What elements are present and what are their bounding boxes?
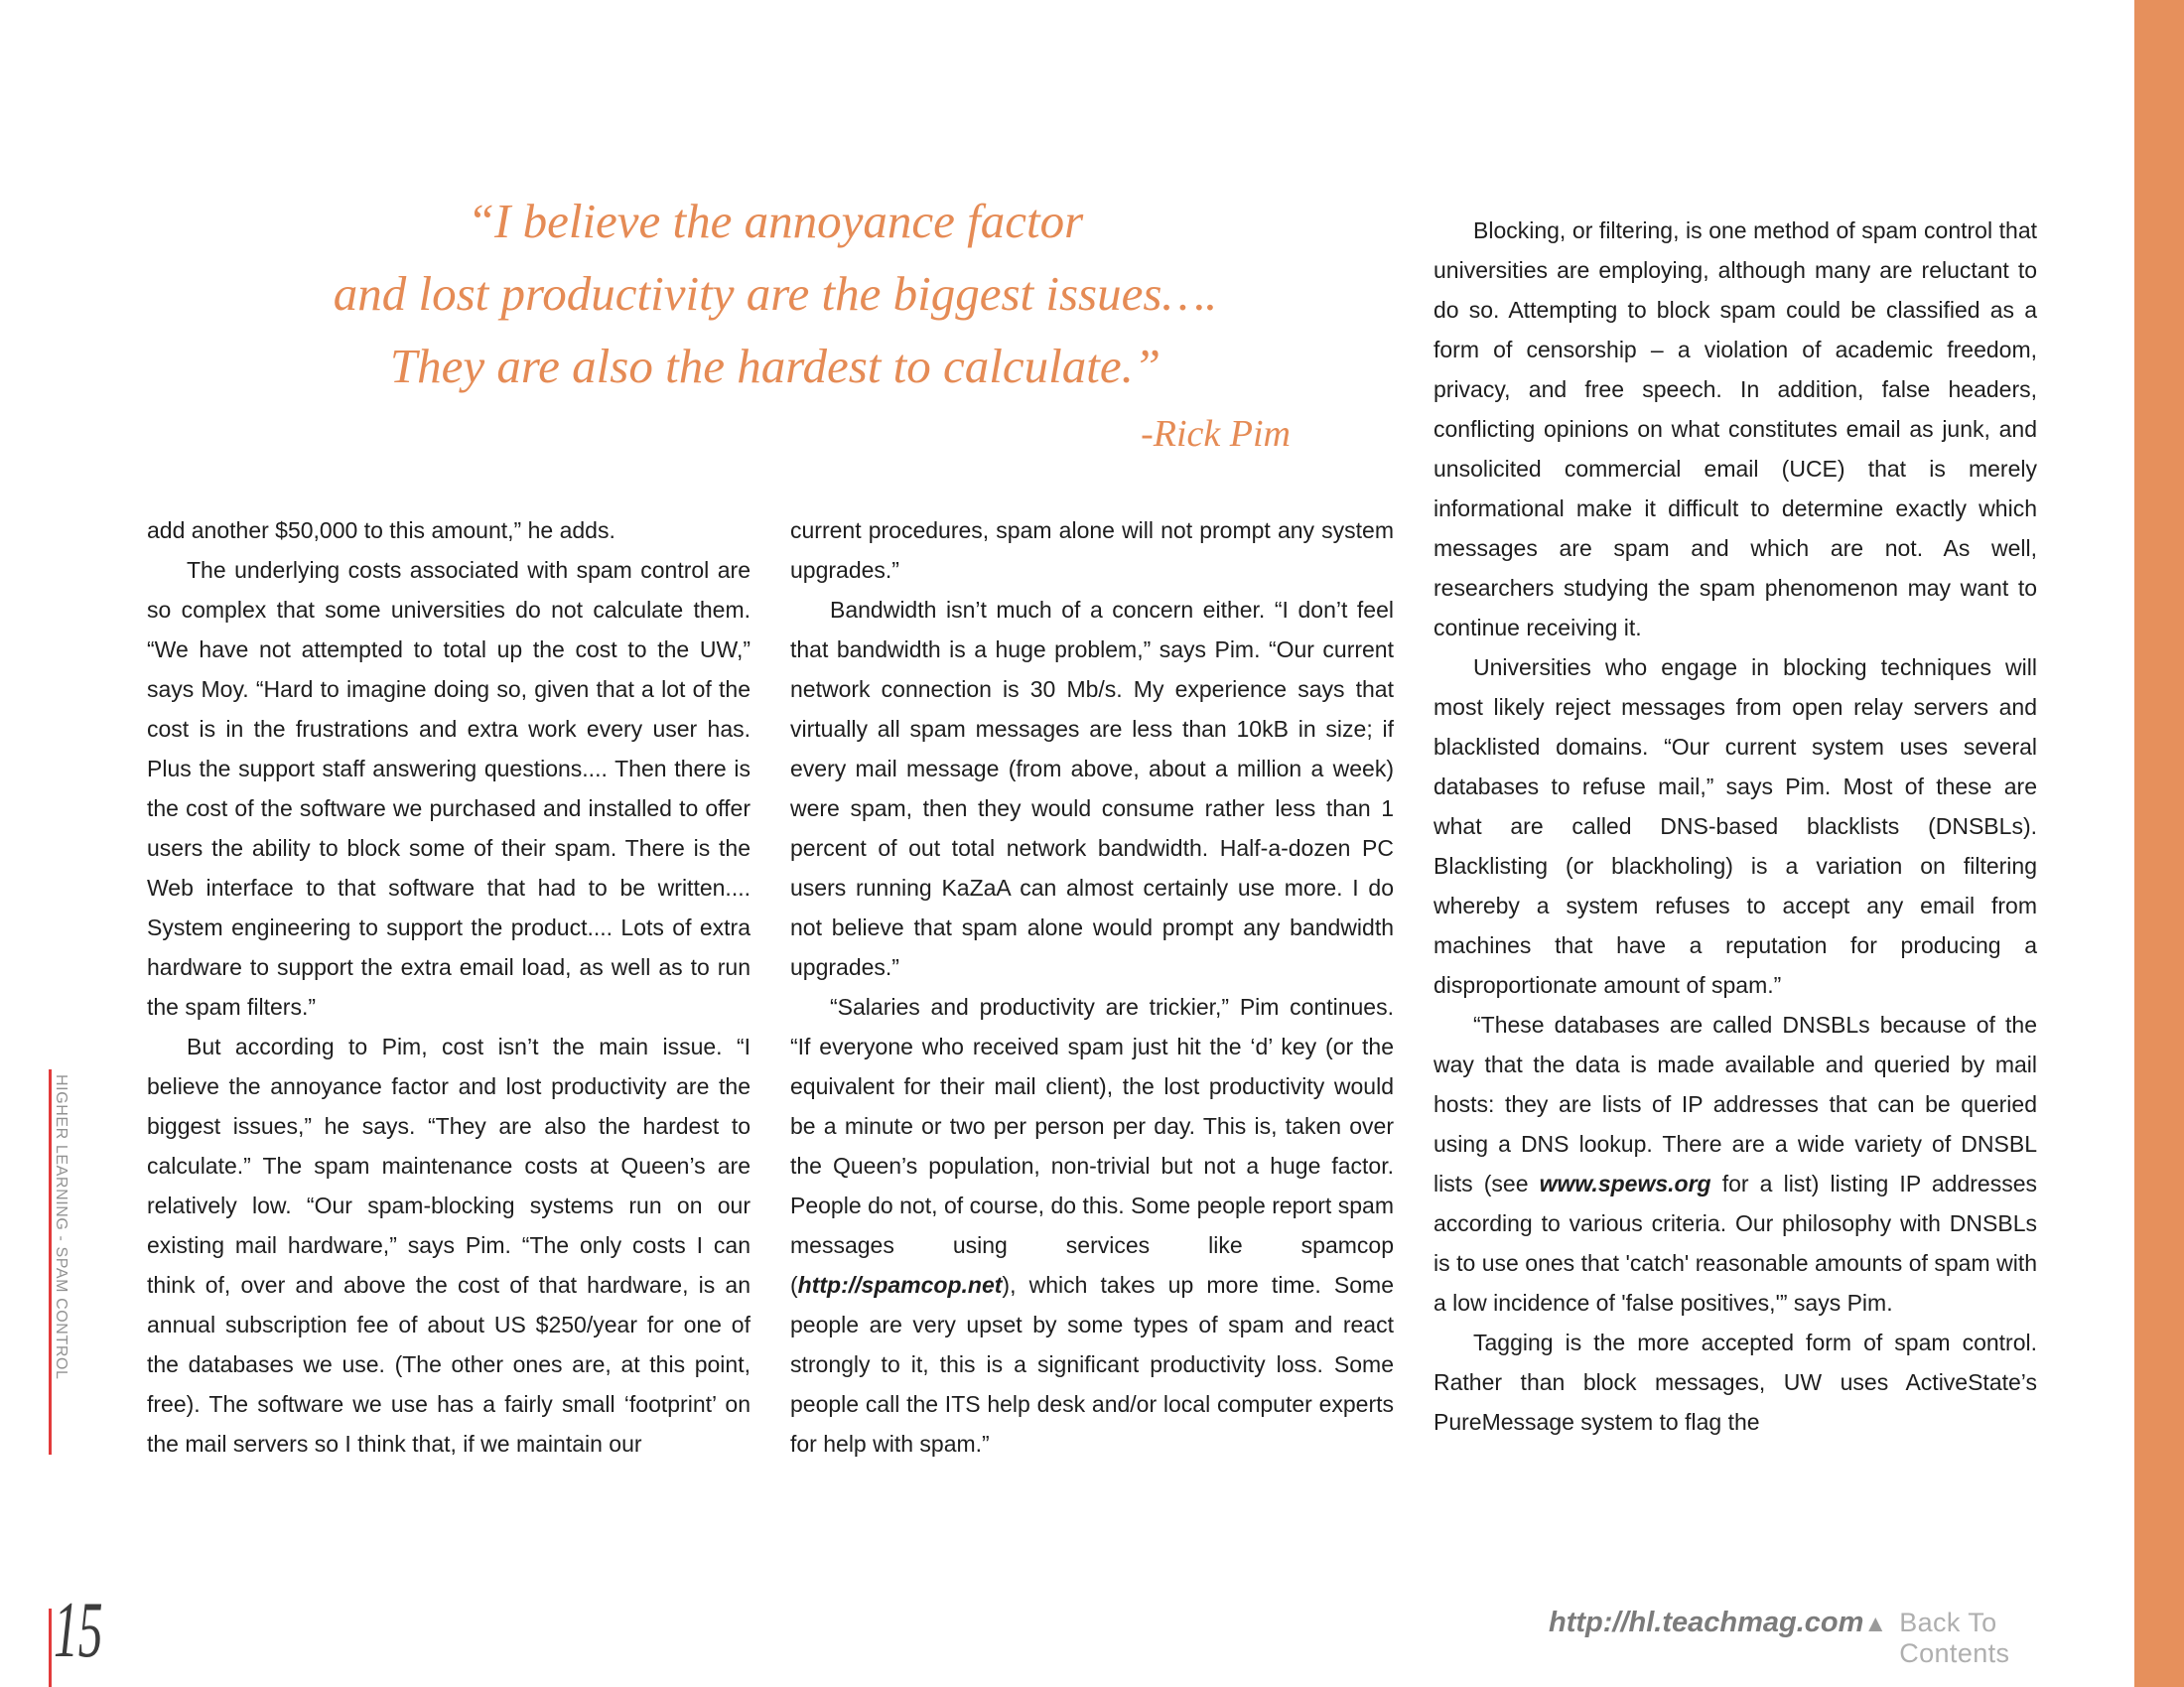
paragraph [790,510,1394,590]
text-segment: Blocking, or filtering, is one method of spam control that universities are employing, although many are reluctant to do so. Attempting to block spam could be classified as a form of censorship – a violation of academic freedom, privacy, and free speech. In addition, false headers, conflicting opinions on what constitutes email as junk, and unsolicited commercial email (UCE) that is merely informational make it difficult to determine exactly which messages are spam and which are not. As well, researchers studying the spam phenomenon may want to continue receiving it. [1433,217,2037,640]
paragraph [790,987,1394,1464]
text-segment: current procedures, spam alone will not prompt any system upgrades.” [790,517,1394,583]
paragraph [1433,647,2037,1005]
text-segment: Bandwidth isn’t much of a concern either. “I don’t feel that bandwidth is a huge problem,” says Pim. “Our current network connection is 30 Mb/s. My experience says that virtually all spam messages are less than 10kB in size; if every mail message (from above, about a million a week) were spam, then they would consume rather less than 1 percent of out total network bandwidth. Half-a-dozen PC users running KaZaA can almost certainly use more. I do not believe that spam alone would prompt any bandwidth upgrades.” [790,597,1394,980]
footer-url-link[interactable]: http://hl.teachmag.com [1549,1607,1864,1638]
section-vertical-label: HIGHER LEARNING - SPAM CONTROL [53,1074,69,1380]
footer [1549,1607,2010,1669]
pull-quote [149,185,1402,458]
text-column-3 [1433,211,2037,1442]
paragraph [1433,1323,2037,1442]
text-segment: for a list) listing IP addresses according to various criteria. Our philosophy with DNSBLs is to use ones that 'catch' reasonable amounts of spam with a low incidence of 'false positives,'” says Pim. [1433,1171,2037,1316]
text-column-2 [790,510,1394,1464]
quote-line-1: “I believe the annoyance factor [467,194,1084,248]
text-segment: Tagging is the more accepted form of spam control. Rather than block messages, UW uses ActiveState’s PureMessage system to flag the [1433,1330,2037,1435]
text-segment: add another $50,000 to this amount,” he adds. [147,517,615,543]
paragraph [1433,1005,2037,1323]
back-to-contents-label: Back To Contents [1899,1608,2010,1668]
quote-line-3: They are also the hardest to calculate.” [389,339,1161,393]
inline-url-text: www.spews.org [1539,1171,1711,1196]
paragraph [147,550,751,1027]
triangle-up-icon: ▲ [1863,1611,1888,1637]
text-segment: “Salaries and productivity are trickier,” Pim continues. “If everyone who received spam just hit the ‘d’ key (or the equivalent for their mail client), the lost productivity would be a minute or two per person per day. This is, taken over the Queen’s population, non-trivial but not a huge factor. People do not, of course, do this. Some people report spam messages using services like spamcop ( [790,994,1394,1298]
text-segment: “These databases are called DNSBLs because of the way that the data is made available and queried by mail hosts: they are lists of IP addresses that can be queried using a DNS lookup. There are a wide variety of DNSBL lists (see [1433,1012,2037,1196]
paragraph [147,510,751,550]
quote-attribution: -Rick Pim [1141,413,1291,455]
paragraph [147,1027,751,1464]
text-segment: But according to Pim, cost isn’t the main issue. “I believe the annoyance factor and lost productivity are the biggest issues,” he says. “They are also the hardest to calculate.” The spam maintenance costs at Queen’s are relatively low. “Our spam-blocking systems run on our existing mail hardware,” says Pim. “The only costs I can think of, over and above the cost of that hardware, is an annual subscription fee of about US $250/year for one of the databases we use. (The other ones are, at this point, free). The software we use has a fairly small ‘footprint’ on the mail servers so I think that, if we maintain our [147,1034,751,1457]
quote-line-2: and lost productivity are the biggest issues…. [333,266,1218,321]
page-number: 15 [54,1587,103,1674]
back-to-contents-link[interactable] [1863,1608,2009,1669]
text-segment: ), which takes up more time. Some people are very upset by some types of spam and react strongly to it, this is a significant productivity loss. Some people call the ITS help desk and/or local computer experts for help with spam.” [790,1272,1394,1457]
text-segment: The underlying costs associated with spam control are so complex that some universities do not calculate them. “We have not attempted to total up the cost to the UW,” says Moy. “Hard to imagine doing so, given that a lot of the cost is in the frustrations and extra work every user has. Plus the support staff answering questions.... Then there is the cost of the software we purchased and installed to offer users the ability to block some of their spam. There is the Web interface to that software that had to be written.... System engineering to support the product.... Lots of extra hardware to support the extra email load, as well as to run the spam filters.” [147,557,751,1020]
text-segment: Universities who engage in blocking techniques will most likely reject messages from open relay servers and blacklisted domains. “Our current system uses several databases to refuse mail,” says Pim. Most of these are what are called DNS-based blacklists (DNSBLs). Blacklisting (or blackholing) is a variation on filtering whereby a system refuses to accept any email from machines that have a reputation for producing a disproportionate amount of spam.” [1433,654,2037,998]
paragraph [1433,211,2037,647]
inline-url-text: http://spamcop.net [797,1272,1003,1298]
paragraph [790,590,1394,987]
right-accent-strip [2134,0,2184,1687]
rail-red-line-bottom [49,1609,52,1687]
text-column-1 [147,510,751,1464]
